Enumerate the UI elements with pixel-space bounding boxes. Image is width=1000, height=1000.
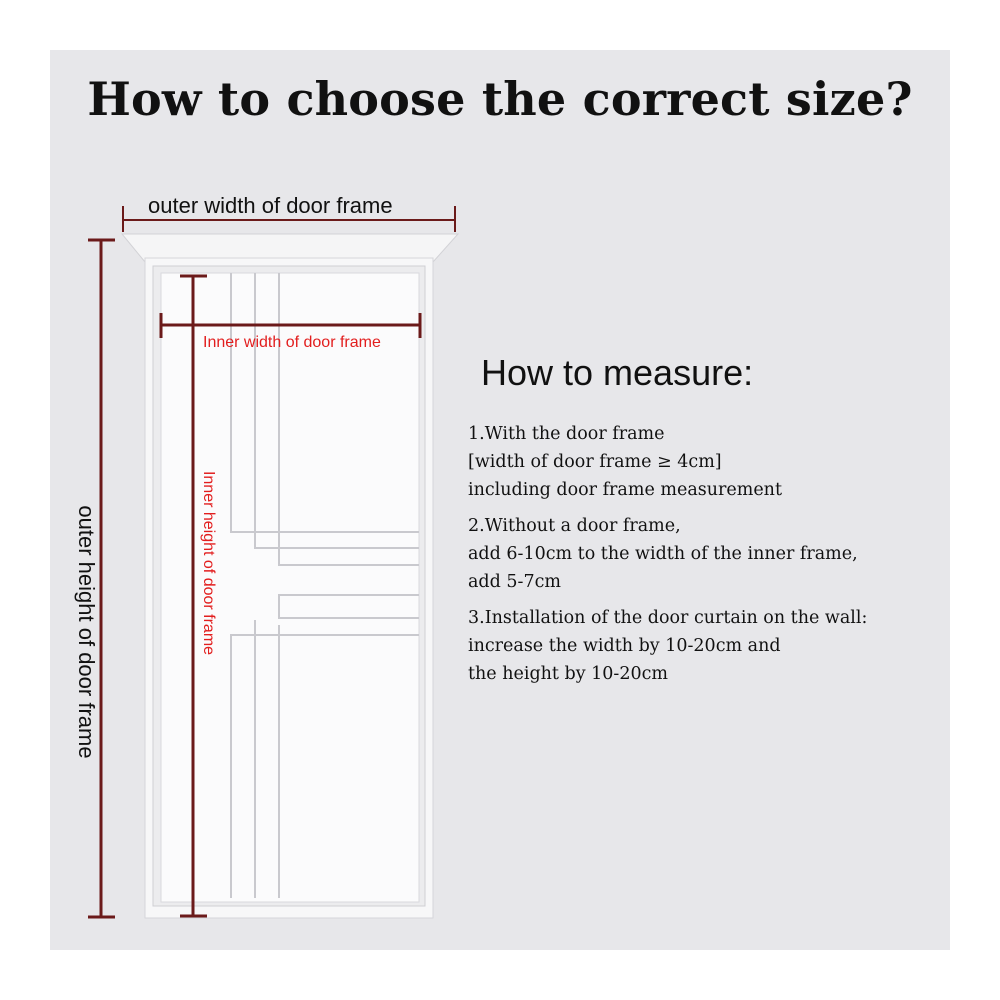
step-2-line-2: add 6-10cm to the width of the inner frame, <box>468 544 858 564</box>
step-3-line-1: 3.Installation of the door curtain on the wall: <box>468 608 868 628</box>
outer-height-label: outer height of door frame <box>74 505 99 759</box>
step-1 <box>468 420 948 504</box>
inner-height-label: Inner height of door frame <box>200 470 217 656</box>
step-3-line-2: increase the width by 10-20cm and <box>468 636 781 656</box>
outer-width-label: outer width of door frame <box>148 193 393 218</box>
measure-heading: How to measure: <box>481 352 754 393</box>
step-2 <box>468 512 948 596</box>
step-3 <box>468 604 948 688</box>
measure-steps <box>468 420 948 696</box>
page-title: How to choose the correct size? <box>87 72 913 126</box>
step-1-line-2: [width of door frame ≥ 4cm] <box>468 452 722 472</box>
step-2-line-1: 2.Without a door frame, <box>468 516 681 536</box>
step-1-line-3: including door frame measurement <box>468 480 782 500</box>
inner-width-label: Inner width of door frame <box>203 334 381 351</box>
step-2-line-3: add 5-7cm <box>468 572 561 592</box>
step-1-line-1: 1.With the door frame <box>468 424 665 444</box>
step-3-line-3: the height by 10-20cm <box>468 664 669 684</box>
